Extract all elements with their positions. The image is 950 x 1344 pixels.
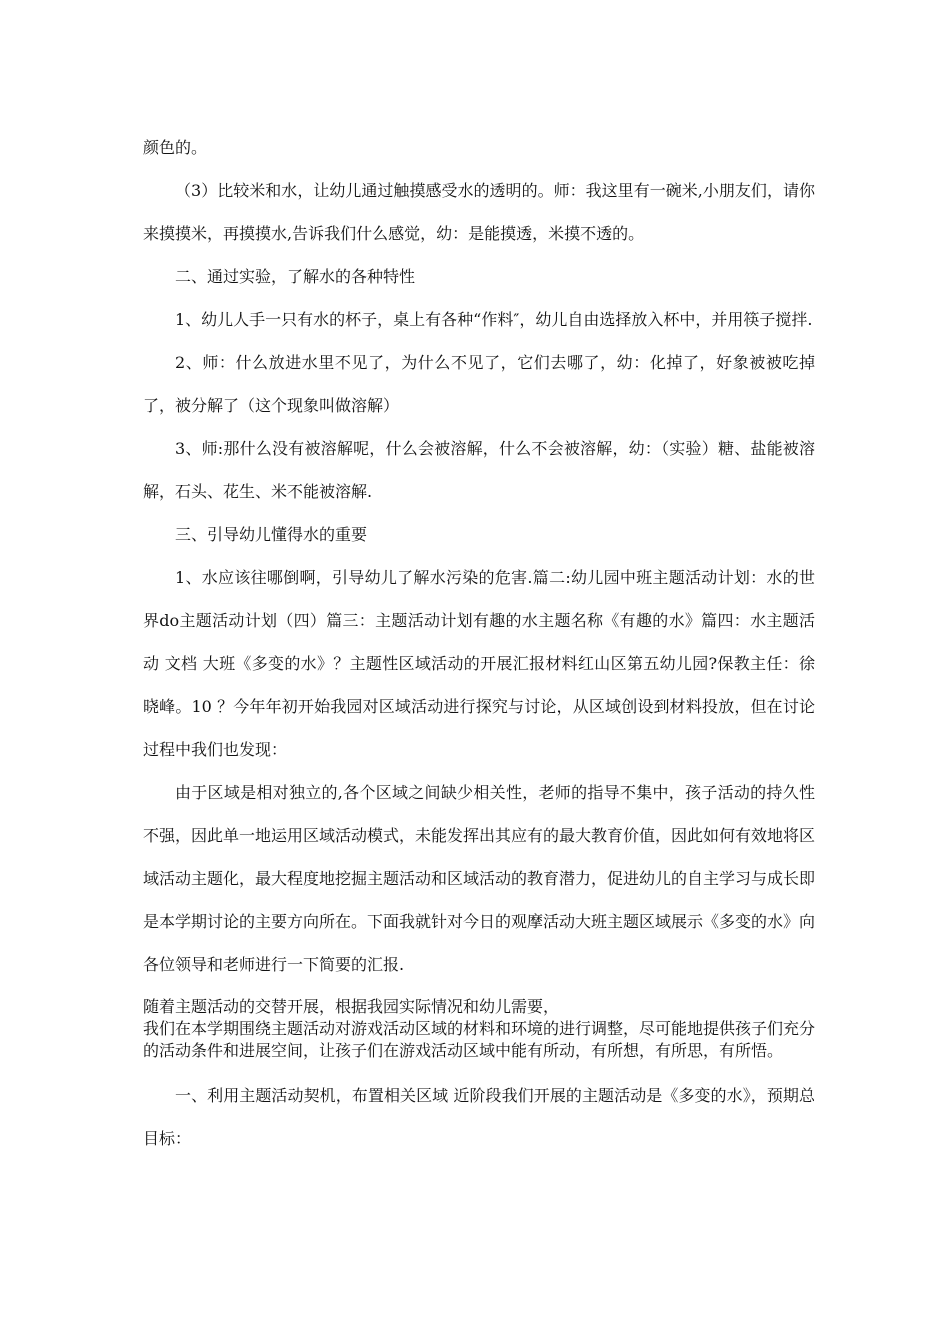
paragraph-step-1: 1、幼儿人手一只有水的杯子，桌上有各种“作料″，幼儿自由选择放入杯中，并用筷子搅拌. [175, 310, 813, 329]
paragraph-region-activity: 由于区域是相对独立的,各个区域之间缺少相关性，老师的指导不集中，孩子活动的持久性不强，因此单一地运用区域活动模式，未能发挥出其应有的最大教育价值，因此如何有效地将区域活动主题化，最大程度地挖掘主题活动和区域活动的教育潜力，促进幼儿的自主学习与成长即是本学期讨论的主要方向所在。下面我就针对今日的观摩活动大班主题区域展示《多变的水》向各位领导和老师进行一下简要的汇报. [143, 783, 816, 974]
paragraph-step-3: 3、师:那什么没有被溶解呢，什么会被溶解，什么不会被溶解，幼：（实验）糖、盐能被溶解，石头、花生、米不能被溶解. [143, 439, 815, 501]
document-body [143, 126, 815, 1160]
section-heading-3: 三、引导幼儿懂得水的重要 [175, 525, 368, 544]
paragraph-semester-adjustment: 我们在本学期围绕主题活动对游戏活动区域的材料和环境的进行调整，尽可能地提供孩子们充分的活动条件和进展空间，让孩子们在游戏活动区域中能有所动，有所想，有所思，有所悟。 [143, 1019, 816, 1060]
section-heading-2: 二、通过实验，了解水的各种特性 [175, 267, 416, 286]
paragraph-section-one: 一、利用主题活动契机，布置相关区域 近阶段我们开展的主题活动是《多变的水》，预期总目标： [143, 1086, 815, 1148]
paragraph-compare-rice-water: （3）比较米和水，让幼儿通过触摸感受水的透明的。师：我这里有一碗米,小朋友们，请你来摸摸米，再摸摸水,告诉我们什么感觉，幼：是能摸透，米摸不透的。 [143, 181, 815, 243]
paragraph-water-pollution: 1、水应该往哪倒啊，引导幼儿了解水污染的危害.篇二:幼儿园中班主题活动计划：水的世界do主题活动计划（四）篇三：主题活动计划有趣的水主题名称《有趣的水》篇四：水主题活动 文档 大班《多变的水》？主题性区域活动的开展汇报材料红山区第五幼儿园?保教主任：徐晓峰。10 ？今年年初开始我园对区域活动进行探究与讨论，从区域创设到材料投放，但在讨论过程中我们也发现： [143, 568, 815, 759]
paragraph-step-2: 2、师：什么放进水里不见了，为什么不见了，它们去哪了，幼：化掉了，好象被被吃掉了，被分解了（这个现象叫做溶解） [143, 353, 815, 415]
paragraph-continuation: 颜色的。 [143, 138, 208, 157]
paragraph-theme-progress: 随着主题活动的交替开展，根据我园实际情况和幼儿需要， [143, 997, 560, 1016]
